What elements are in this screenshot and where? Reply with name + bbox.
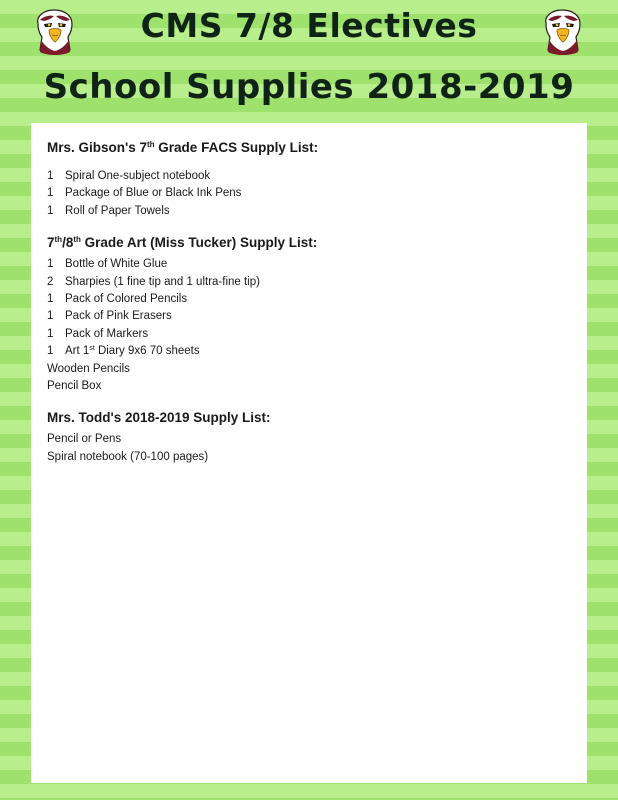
page-title: CMS 7/8 Electives <box>140 6 478 45</box>
item-text: Roll of Paper Towels <box>65 204 170 217</box>
list-item <box>47 274 567 291</box>
list-item <box>47 203 567 220</box>
item-text: Sharpies (1 fine tip and 1 ultra-fine tip) <box>65 275 260 288</box>
item-text: Spiral notebook (70-100 pages) <box>47 450 209 463</box>
list-item <box>47 308 567 325</box>
list-item <box>47 343 567 360</box>
section-title-art-tucker: 7th/8th Grade Art (Miss Tucker) Supply List: <box>47 235 318 251</box>
list-item <box>47 449 567 466</box>
section-title-todd: Mrs. Todd's 2018-2019 Supply List: <box>47 410 271 426</box>
item-quantity: 1 <box>47 345 54 358</box>
supply-list-content <box>47 139 567 466</box>
item-quantity: 1 <box>47 293 54 306</box>
list-item <box>47 431 567 448</box>
item-quantity: 1 <box>47 204 54 217</box>
item-text: Pencil Box <box>47 380 102 393</box>
item-quantity: 2 <box>47 275 54 288</box>
list-item <box>47 361 567 378</box>
supply-list-todd <box>47 431 567 466</box>
list-item <box>47 378 567 395</box>
list-item <box>47 256 567 273</box>
item-text: Spiral One-subject notebook <box>65 170 211 182</box>
section-title-gibson-facs: Mrs. Gibson's 7th Grade FACS Supply List: <box>47 140 319 155</box>
list-item <box>47 185 567 202</box>
item-text: Pencil or Pens <box>47 433 122 446</box>
item-text: Pack of Colored Pencils <box>65 293 188 306</box>
item-text: Wooden Pencils <box>47 362 130 375</box>
item-quantity: 1 <box>47 187 54 200</box>
item-quantity: 1 <box>47 258 54 271</box>
supply-list-gibson <box>47 168 567 220</box>
item-text: Art 1st Diary 9x6 70 sheets <box>65 345 200 358</box>
page-header <box>0 0 618 122</box>
item-text: Pack of Pink Erasers <box>65 310 172 323</box>
list-item <box>47 291 567 308</box>
page-subtitle: School Supplies 2018-2019 <box>43 67 575 107</box>
item-quantity: 1 <box>47 170 54 182</box>
item-text: Bottle of White Glue <box>65 258 168 271</box>
list-item <box>47 168 567 185</box>
supply-list-art <box>47 256 567 395</box>
eagle-mascot-icon <box>538 6 588 56</box>
item-text: Package of Blue or Black Ink Pens <box>65 187 242 200</box>
list-item <box>47 326 567 343</box>
supply-list-document <box>31 123 587 783</box>
item-text: Pack of Markers <box>65 327 149 340</box>
item-quantity: 1 <box>47 327 54 340</box>
item-quantity: 1 <box>47 310 54 323</box>
